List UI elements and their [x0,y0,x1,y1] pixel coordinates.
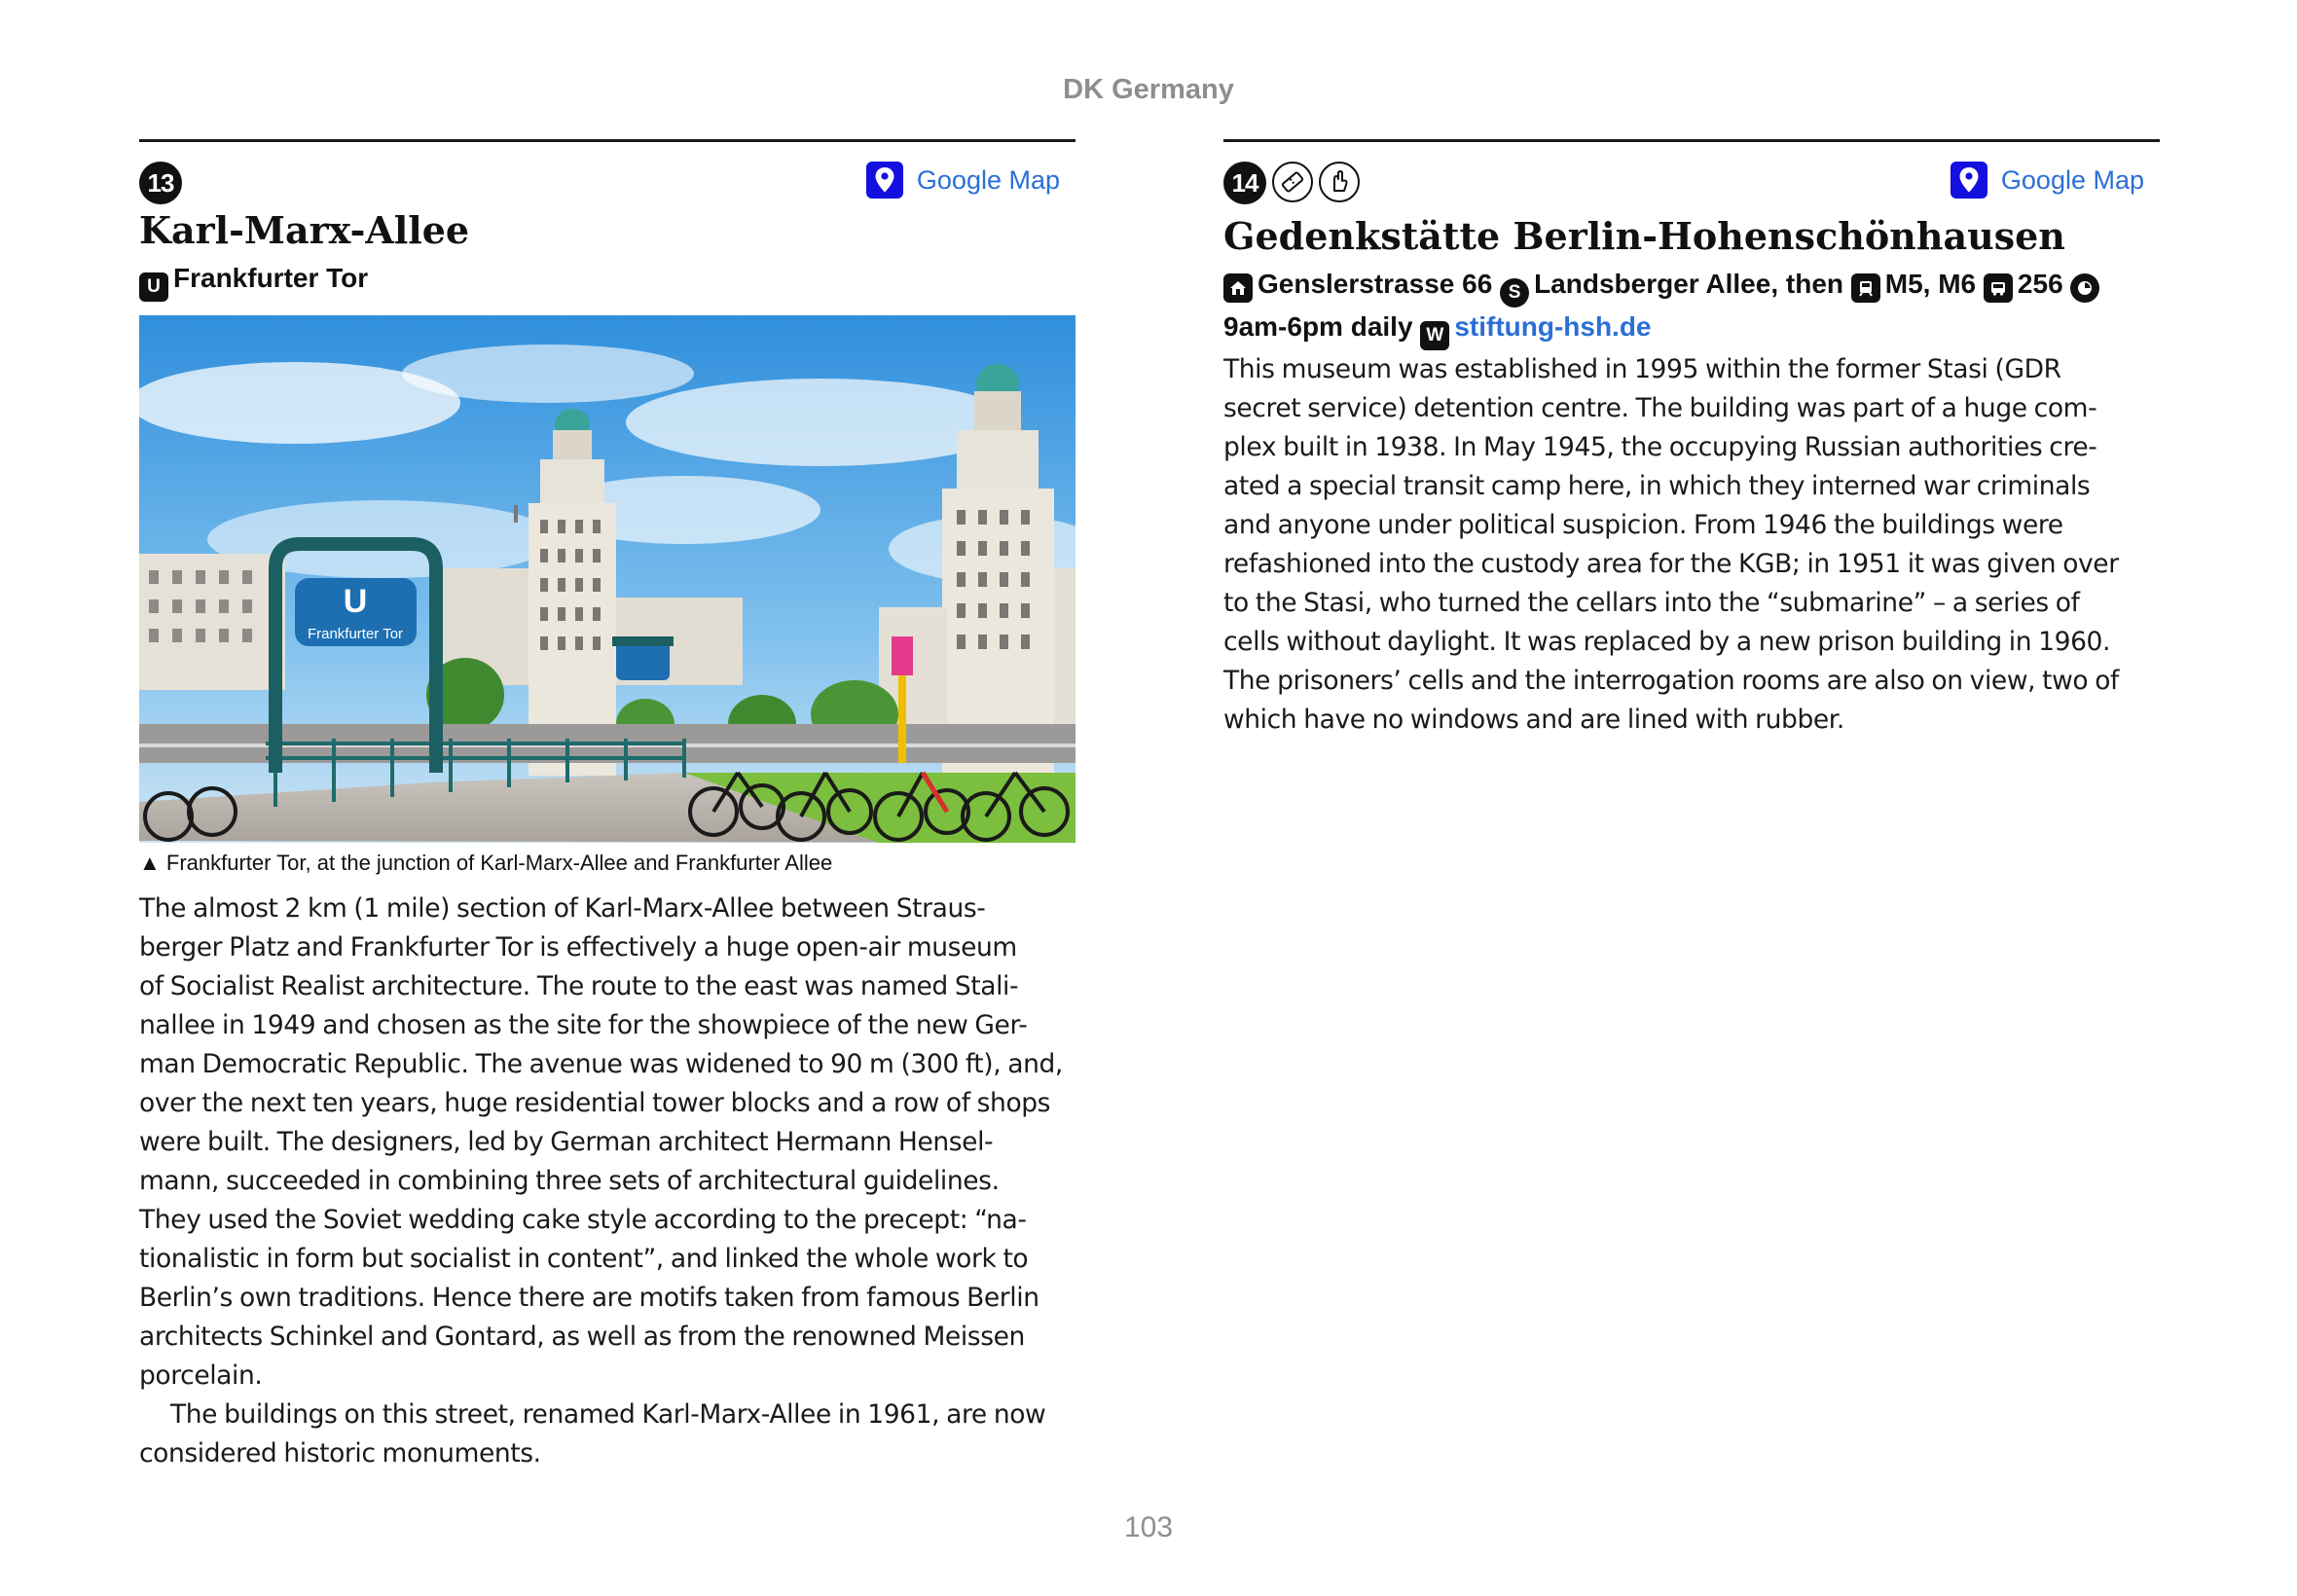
tram-lines: M5, M6 [1884,269,1977,299]
page-number: 103 [1123,1511,1174,1543]
body-line: berger Platz and Frankfurter Tor is effectively a huge open-air museum [139,932,1017,962]
body-line: Berlin’s own traditions. Hence there are motifs taken from famous Berlin [139,1283,1039,1313]
website-link[interactable]: stiftung-hsh.de [1454,311,1652,342]
entry-gedenkstaette [1223,139,2160,740]
body-line: plex built in 1938. In May 1945, the occupying Russian authorities cre- [1223,432,2097,462]
entry-karl-marx-allee [139,139,1076,1473]
sbahn-stop: Landsberger Allee, then [1534,269,1843,299]
photo-caption: ▲ Frankfurter Tor, at the junction of Karl-Marx-Allee and Frankfurter Allee [139,851,833,875]
entry-number-badge: 13 [139,162,182,204]
body-line: refashioned into the custody area for the KGB; in 1951 it was given over [1223,549,2119,579]
body-line: of Socialist Realist architecture. The route to the east was named Stali- [139,971,1019,1001]
body-line: over the next ten years, huge residential tower blocks and a row of shops [139,1088,1051,1118]
body-line: were built. The designers, led by German architect Hermann Hensel- [139,1127,994,1157]
body-line: The prisoners’ cells and the interrogation rooms are also on view, two of [1223,666,2119,696]
hand-point-icon [1319,162,1360,202]
entry-badges [139,162,182,204]
entry-title: Gedenkstätte Berlin-Hohenschönhausen [1223,214,2065,258]
body-line: which have no windows and are lined with rubber. [1223,705,1844,735]
web-icon: W [1420,321,1449,350]
opening-hours: 9am-6pm daily [1223,311,1413,342]
house-icon [1223,273,1253,303]
transit-info [139,259,1076,302]
body-line: mann, succeeded in combining three sets of architectural guidelines. [139,1166,1000,1196]
entry-title: Karl-Marx-Allee [139,208,470,252]
body-line: architects Schinkel and Gontard, as well as from the renowned Meissen [139,1322,1025,1352]
body-line: considered historic monuments. [139,1438,541,1469]
book-title: DK Germany [1063,74,1234,105]
visitor-info [1223,265,2160,350]
map-pin-icon [866,162,903,199]
body-line: man Democratic Republic. The avenue was widened to 90 m (300 ft), and, [139,1049,1063,1079]
google-map-link[interactable] [866,162,1060,199]
body-line: The buildings on this street, renamed Karl-Marx-Allee in 1961, are now [170,1399,1046,1430]
body-line: to the Stasi, who turned the cellars into the “submarine” – a series of [1223,588,2080,618]
ticket-icon [1272,162,1313,202]
photo-sign-text: Frankfurter Tor [307,626,404,642]
body-line: tionalistic in form but socialist in content”, and linked the whole work to [139,1244,1029,1274]
body-line: This museum was established in 1995 within the former Stasi (GDR [1223,354,2061,384]
body-line: porcelain. [139,1360,263,1391]
address: Genslerstrasse 66 [1258,269,1493,299]
entry-header [1223,142,2160,208]
photo-sign-letter: U [343,583,368,620]
map-pin-icon [1951,162,1987,199]
body-line: They used the Soviet wedding cake style according to the precept: “na- [139,1205,1027,1235]
entry-badges [1223,162,1360,204]
photo-frankfurter-tor [139,315,1076,843]
tram-icon [1851,273,1880,303]
clock-icon [2070,273,2099,303]
entry-body [139,889,1076,1473]
body-line: ated a special transit camp here, in which they interned war criminals [1223,471,2091,501]
body-line: nallee in 1949 and chosen as the site for the showpiece of the new Ger- [139,1010,1028,1040]
body-line: and anyone under political suspicion. From 1946 the buildings were [1223,510,2063,540]
transit-stop: Frankfurter Tor [173,263,369,293]
entry-header [139,142,1076,208]
bus-line: 256 [2017,269,2063,299]
google-map-label: Google Map [916,164,1060,195]
google-map-link[interactable] [1951,162,2144,199]
bus-icon [1984,273,2013,303]
s-bahn-icon: S [1500,278,1529,308]
body-line: The almost 2 km (1 mile) section of Karl-Marx-Allee between Straus- [139,893,986,924]
body-line: secret service) detention centre. The building was part of a huge com- [1223,393,2097,423]
entry-number-badge: 14 [1223,162,1266,204]
body-line: cells without daylight. It was replaced by a new prison building in 1960. [1223,627,2111,657]
u-bahn-icon: U [139,272,168,302]
google-map-label: Google Map [2000,164,2144,195]
entry-body [1223,350,2160,740]
